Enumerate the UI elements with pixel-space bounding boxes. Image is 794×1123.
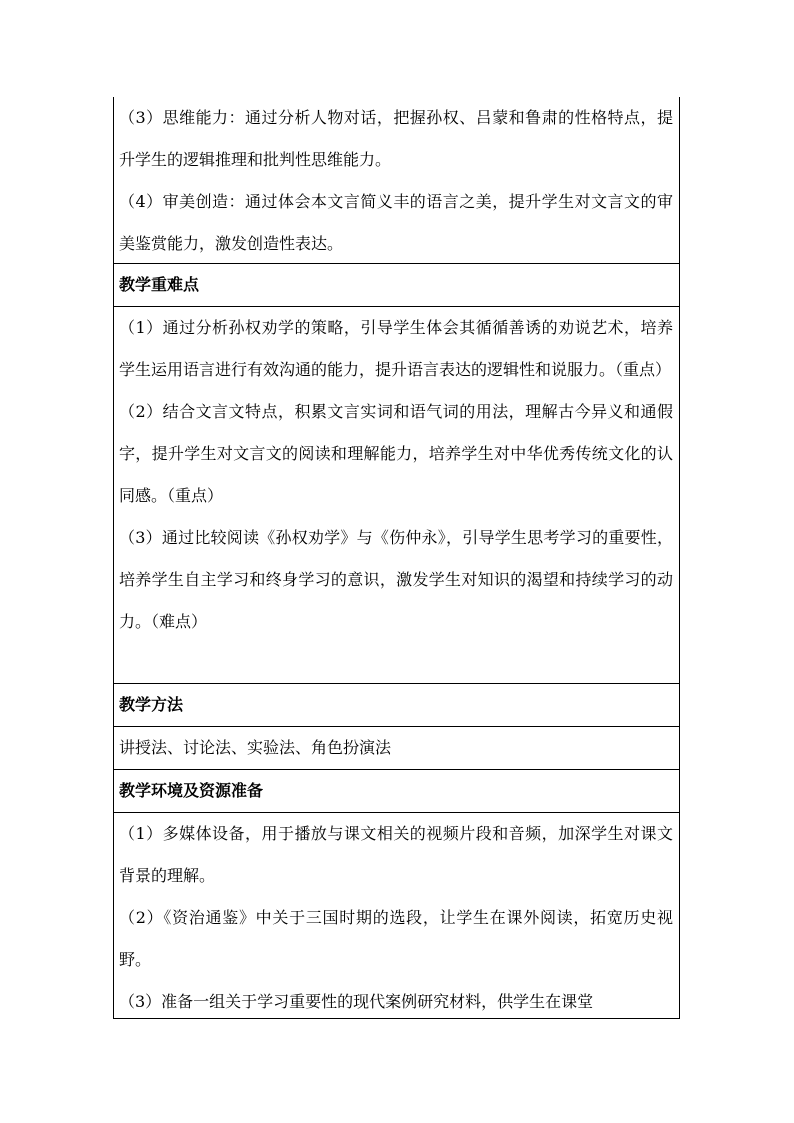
resources-cell	[114, 812, 679, 1019]
lesson-plan-table	[113, 97, 680, 1019]
key-difficult-cell	[114, 306, 679, 683]
key-point-item-3: （3）通过比较阅读《孙权劝学》与《伤仲永》，引导学生思考学习的重要性，培养学生自主学习和终身学习的意识，激发学生对知识的渴望和持续学习的动力。（难点）	[119, 528, 673, 631]
key-point-item-1: （1）通过分析孙权劝学的策略，引导学生体会其循循善诱的劝说艺术，培养学生运用语言进行有效沟通的能力，提升语言表达的逻辑性和说服力。（重点）	[119, 318, 673, 379]
methods-cell	[114, 726, 679, 769]
resources-heading: 教学环境及资源准备	[119, 781, 264, 800]
abilities-cell	[114, 97, 679, 263]
ability-item-4: （4）审美创造：通过体会本文言简义丰的语言之美，提升学生对文言文的审美鉴赏能力，激发创造性表达。	[119, 192, 673, 253]
resource-item-2: （2）《资治通鉴》中关于三国时期的选段，让学生在课外阅读，拓宽历史视野。	[119, 908, 673, 969]
methods-heading-cell	[114, 683, 679, 726]
ability-item-3: （3）思维能力：通过分析人物对话，把握孙权、吕蒙和鲁肃的性格特点，提升学生的逻辑推理和批判性思维能力。	[119, 108, 673, 169]
methods-text: 讲授法、讨论法、实验法、角色扮演法	[119, 738, 392, 757]
key-point-item-2: （2）结合文言文特点，积累文言实词和语气词的用法，理解古今异义和通假字，提升学生对文言文的阅读和理解能力，培养学生对中华优秀传统文化的认同感。（重点）	[119, 402, 673, 505]
resource-item-3: （3）准备一组关于学习重要性的现代案例研究材料，供学生在课堂	[119, 992, 594, 1011]
resource-item-1: （1）多媒体设备，用于播放与课文相关的视频片段和音频，加深学生对课文背景的理解。	[119, 824, 673, 885]
key-difficult-heading: 教学重难点	[119, 275, 200, 294]
key-difficult-heading-cell	[114, 263, 679, 306]
resources-heading-cell	[114, 769, 679, 812]
methods-heading: 教学方法	[119, 695, 184, 714]
